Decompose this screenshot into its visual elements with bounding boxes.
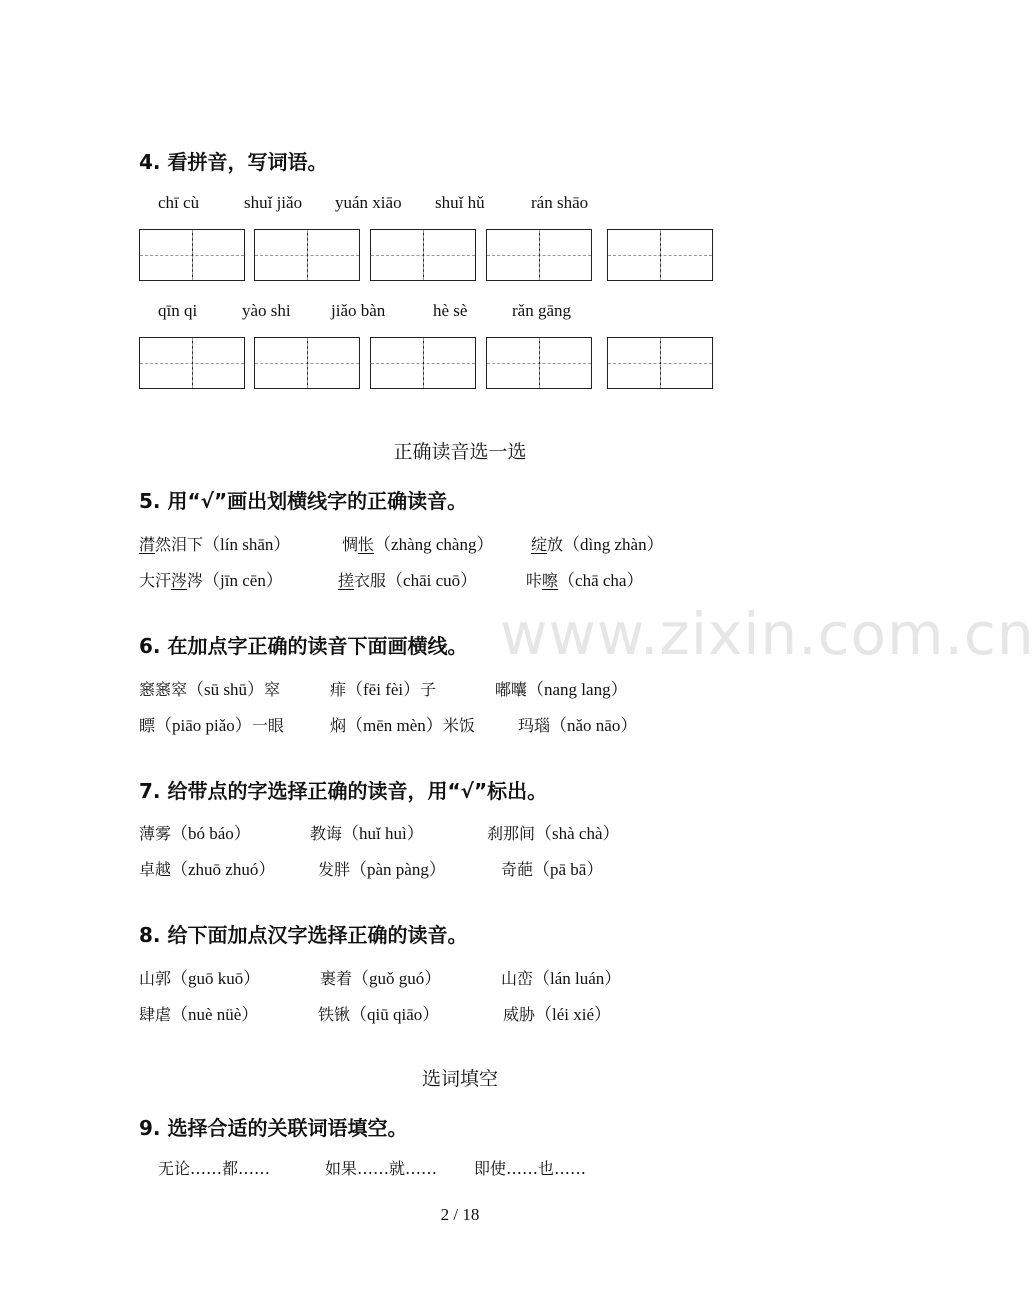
q5-item: [338, 566, 477, 591]
underlined-char: 怅: [358, 535, 375, 554]
pinyin-1-1: chī cù: [158, 193, 200, 212]
q8-item: [320, 964, 441, 989]
pinyin-options[interactable]: （guō kuō）: [171, 969, 261, 988]
pinyin-options[interactable]: （chā cha）: [558, 571, 644, 590]
q8-item: [503, 1000, 611, 1025]
word: 痱: [330, 680, 347, 699]
pinyin-options[interactable]: （chāi cuō）: [386, 571, 478, 590]
pinyin-options[interactable]: （pā bā）: [533, 860, 604, 879]
pinyin-options[interactable]: （guǒ guó）: [352, 969, 442, 988]
q7-item: [139, 819, 251, 844]
writing-grid[interactable]: [254, 337, 360, 389]
q4-title: 4. 看拼音，写词语。: [139, 150, 328, 174]
pinyin-options[interactable]: （zhàng chàng）: [374, 535, 494, 554]
q8-item: [139, 964, 260, 989]
writing-grid[interactable]: [254, 229, 360, 281]
pinyin-options[interactable]: （piāo piǎo）: [155, 716, 252, 735]
word-pre: 惆: [342, 535, 359, 554]
underlined-char: 绽: [531, 535, 548, 554]
q7-title: 7. 给带点的字选择正确的读音，用“√”标出。: [139, 779, 548, 803]
word-rest: 放: [547, 535, 564, 554]
q8-item: [318, 1000, 439, 1025]
q8-item: [501, 964, 621, 989]
word: 玛瑙: [518, 716, 551, 735]
writing-grid[interactable]: [607, 337, 713, 389]
section-heading: 选词填空: [421, 1068, 498, 1090]
q7-item: [501, 855, 603, 880]
pinyin-2-2: yào shi: [242, 301, 291, 320]
pinyin-2-3: jiǎo bàn: [331, 301, 386, 320]
q5-item: [342, 530, 493, 555]
pinyin-options[interactable]: （nuè nüè）: [171, 1005, 259, 1024]
underlined-char: 嚓: [542, 571, 559, 590]
word: 奇葩: [501, 860, 534, 879]
q8-title: 8. 给下面加点汉字选择正确的读音。: [139, 923, 468, 947]
section-heading: 正确读音选一选: [393, 441, 527, 463]
q7-item: [139, 855, 275, 880]
pinyin-2-5: rǎn gāng: [512, 301, 572, 320]
word-post: 子: [420, 680, 437, 699]
word: 裹着: [320, 969, 353, 988]
pinyin-options[interactable]: （fēi fèi）: [346, 680, 421, 699]
pinyin-1-2: shuǐ jiǎo: [244, 193, 303, 212]
word: 薄雾: [139, 824, 172, 843]
pinyin-options[interactable]: （huǐ huì）: [342, 824, 424, 843]
writing-grid[interactable]: [139, 337, 245, 389]
q5-item: [531, 530, 664, 555]
writing-grid[interactable]: [486, 229, 592, 281]
q5-title: 5. 用“√”画出划横线字的正确读音。: [139, 489, 468, 513]
page-number: 2 / 18: [440, 1205, 480, 1224]
word: 焖: [330, 716, 347, 735]
pinyin-options[interactable]: （shà chà）: [535, 824, 620, 843]
word-pre: 大汗: [139, 571, 172, 590]
writing-grid[interactable]: [370, 337, 476, 389]
q6-title: 6. 在加点字正确的读音下面画横线。: [139, 634, 468, 658]
watermark: www.zixin.com.cn: [500, 600, 1035, 668]
q6-item: [139, 675, 280, 700]
writing-grid[interactable]: [370, 229, 476, 281]
q8-item: [139, 1000, 258, 1025]
pinyin-1-4: shuǐ hǔ: [435, 193, 485, 212]
writing-grid[interactable]: [139, 229, 245, 281]
q7-item: [487, 819, 620, 844]
q9-title: 9. 选择合适的关联词语填空。: [139, 1116, 408, 1140]
pinyin-options[interactable]: （nang lang）: [527, 680, 628, 699]
pinyin-options[interactable]: （jīn cēn）: [203, 571, 283, 590]
writing-grid[interactable]: [607, 229, 713, 281]
pinyin-2-4: hè sè: [433, 301, 468, 320]
word: 山峦: [501, 969, 534, 988]
word-post: 一眼: [251, 716, 284, 735]
pinyin-options[interactable]: （zhuō zhuó）: [171, 860, 276, 879]
q6-item: [330, 675, 436, 700]
q7-item: [318, 855, 446, 880]
word-option: 无论……都……: [158, 1159, 271, 1178]
word-post: 米饭: [442, 716, 475, 735]
pinyin-options[interactable]: （qiū qiāo）: [350, 1005, 440, 1024]
word: 发胖: [318, 860, 351, 879]
underlined-char: 搓: [338, 571, 355, 590]
word: 嘟囔: [495, 680, 528, 699]
underlined-char: 潸: [139, 535, 156, 554]
word: 刹那间: [487, 824, 536, 843]
pinyin-options[interactable]: （lán luán）: [533, 969, 622, 988]
pinyin-options[interactable]: （sū shū）: [187, 680, 264, 699]
word-rest: 衣服: [354, 571, 387, 590]
pinyin-1-5: rán shāo: [531, 193, 589, 212]
q5-item: [139, 566, 283, 591]
word: 铁锹: [318, 1005, 351, 1024]
q6-item: [518, 711, 637, 736]
word-post: 窣: [264, 680, 281, 699]
pinyin-options[interactable]: （bó báo）: [171, 824, 251, 843]
word: 威胁: [503, 1005, 536, 1024]
pinyin-options[interactable]: （lín shān）: [203, 535, 291, 554]
pinyin-options[interactable]: （léi xié）: [535, 1005, 612, 1024]
word: 山郭: [139, 969, 172, 988]
q6-item: [139, 711, 284, 736]
pinyin-options[interactable]: （mēn mèn）: [346, 716, 443, 735]
q5-item: [139, 530, 290, 555]
q7-item: [310, 819, 424, 844]
word: 卓越: [139, 860, 172, 879]
pinyin-options[interactable]: （nǎo nāo）: [550, 716, 638, 735]
pinyin-options[interactable]: （dìng zhàn）: [563, 535, 664, 554]
pinyin-2-1: qīn qi: [158, 301, 198, 320]
pinyin-options[interactable]: （pàn pàng）: [350, 860, 446, 879]
q6-item: [495, 675, 628, 700]
word-option: 即使……也……: [474, 1159, 587, 1178]
word: 教诲: [310, 824, 343, 843]
pinyin-1-3: yuán xiāo: [335, 193, 402, 212]
word: 瞟: [139, 716, 156, 735]
q6-item: [330, 711, 475, 736]
word: 肆虐: [139, 1005, 172, 1024]
word-pre: 咔: [526, 571, 543, 590]
word-option: 如果……就……: [325, 1159, 438, 1178]
word-rest: 然泪下: [155, 535, 204, 554]
word-rest: 涔: [187, 571, 204, 590]
underlined-char: 涔: [171, 571, 188, 590]
writing-grid[interactable]: [486, 337, 592, 389]
q5-item: [526, 566, 643, 591]
word: 窸窸窣: [139, 680, 188, 699]
